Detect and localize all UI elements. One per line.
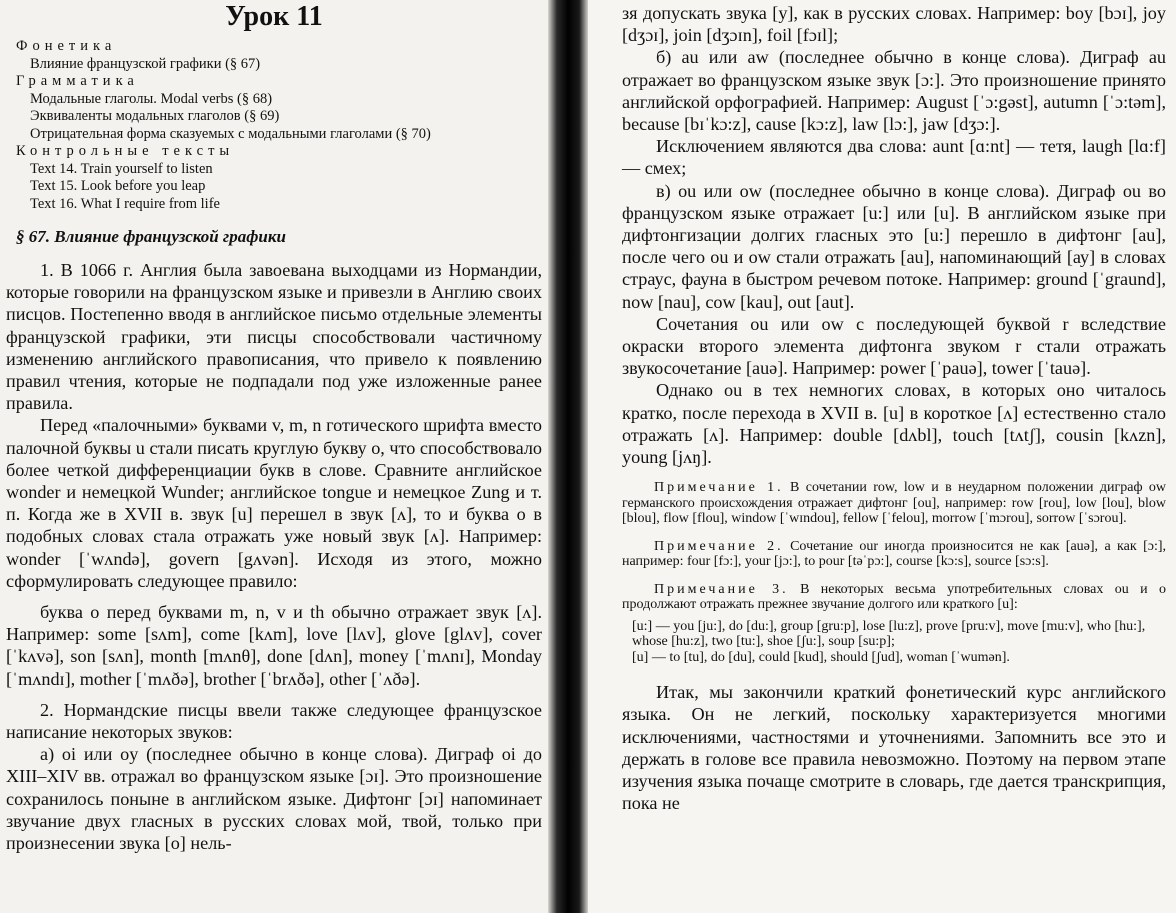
note-label: Примечание 2.: [654, 538, 784, 554]
rule-paragraph: буква o перед буквами m, n, v и th обычно отражает звук [ʌ]. Например: some [sʌm], come [kʌm], love [lʌv], glove [glʌv], cover [ˈkʌvə], son [sʌn], month [mʌnθ], done [dʌn], money [ˈmʌnɪ], Monday [ˈmʌndɪ], mother [ˈmʌðə], brother [ˈbrʌðə], other [ˈʌðə].: [6, 602, 542, 689]
toc-item: Модальные глаголы. Modal verbs (§ 68): [30, 90, 273, 107]
body-paragraph: Исключением являются два слова: aunt [ɑ:nt] — тетя, laugh [lɑ:f] — смех;: [622, 136, 1166, 179]
example-line: [u] — to [tu], do [du], could [kud], should [ʃud], woman [ˈwumən].: [632, 649, 1010, 665]
body-paragraph: Сочетания ou или ow с последующей буквой r вследствие окраски второго элемента дифтонга звуком r стали отражать звукосочетание [auə]. Например: power [ˈpauə], tower [ˈtauə].: [622, 313, 1166, 379]
toc-item: Text 14. Train yourself to listen: [30, 160, 213, 177]
body-paragraph: зя допускать звука [у], как в русских словах. Например: boy [bɔɪ], joy [dʒɔɪ], join [dʒɔɪn], foil [fɔɪl];: [622, 3, 1166, 46]
toc-item: Text 16. What I require from life: [30, 195, 220, 212]
toc-item: Эквиваленты модальных глаголов (§ 69): [30, 108, 280, 124]
section-heading: § 67. Влияние французской графики: [16, 227, 286, 246]
right-page: [588, 0, 1176, 913]
note-3: [622, 582, 1166, 613]
body-paragraph: Перед «палочными» буквами v, m, n готического шрифта вместо палочной буквы u стали писать круглую букву o, что способствовало более четкой дифференциации букв в слове. Сравните английское wonder и немецкой Wunder; английское tongue и немецкое Zung и т. п. Когда же в XVII в. звук [u] перешел в звук [ʌ], то и буква o в подобных словах стала отражать уже новый звук [ʌ]. Например: wonder [ˈwʌndə], govern [gʌvən]. Исходя из этого, можно сформулировать следующее правило:: [6, 415, 542, 591]
body-paragraph: 2. Нормандские писцы ввели также следующее французское написание некоторых звуков:: [6, 699, 542, 743]
note-1: [622, 480, 1166, 527]
example-line: [u:] — you [ju:], do [du:], group [gru:p], lose [lu:z], prove [pru:v], move [mu:v], who [hu:], whose [hu:z], two [tu:], shoe [ʃu:], soup [su:p];: [632, 618, 1146, 650]
body-paragraph: 1. В 1066 г. Англия была завоевана выходцами из Нормандии, которые говорили на французском языке и привезли в Англию своих писцов. Постепенно вводя в английское письмо отдельные элементы французской графики, эти писцы способствовали частичному изменению английского правописания, что привело к появлению правил чтения, которые не подпадали под уже изложенные ранее правила.: [6, 260, 542, 414]
toc-item: Влияние французской графики (§ 67): [30, 55, 261, 72]
closing-paragraph: Итак, мы закончили краткий фонетический курс английского языка. Он не легкий, поскольку характеризуется многими исключениями, частностями и уточнениями. Запомнить все это и держать в голове все правила невозможно. Поэтому на первом этапе изучения языка почаще смотрите в словарь, где дается транскрипция, пока не: [622, 682, 1166, 814]
note-text: В некоторых весьма употребительных словах ou и o продолжают отражать прежнее звучание долгого или краткого [u]:: [622, 581, 1167, 613]
right-body: [588, 0, 1176, 814]
note-text: В сочетании row, low и в неударном положении диграф ow германского происхождения отражает дифтонг [ou], например: row [rou], low [lou], blow [blou], flow [flou], window [ˈwɪndou], fellow [ˈfelou], morrow [ˈmɔrou], sorrow [ˈsɔrou].: [622, 480, 1167, 527]
lesson-contents: [16, 38, 548, 213]
left-body: [0, 259, 548, 854]
body-paragraph: Однако ou в тех немногих словах, в которых оно читалось кратко, после перехода в XVII в. [u] в короткое [ʌ] естественно стало отражать [ʌ]. Например: double [dʌbl], touch [tʌtʃ], cousin [kʌzn], young [jʌŋ].: [622, 380, 1166, 468]
body-paragraph: б) au или aw (последнее обычно в конце слова). Диграф au отражает во французском языке звук [ɔ:]. Это произношение принято английской орфографией. Например: August [ˈɔ:gəst], autumn [ˈɔ:təm], because [bɪˈkɔ:z], cause [kɔ:z], law [lɔ:], jaw [dʒɔ:].: [622, 47, 1166, 135]
note-label: Примечание 3.: [654, 581, 789, 597]
toc-heading: Контрольные тексты: [16, 143, 235, 159]
body-paragraph: в) ou или ow (последнее обычно в конце слова). Диграф ou во французском языке отражает [u:] или [u]. В английском языке при дифтонгизации долгих гласных это [u:] перешло в дифтонг [au], после чего ou и ow стали отражать [au], напоминающий [ау] в словах страус, фауна в быстром речевом потоке. Например: ground [ˈgraund], now [nau], cow [kau], out [aut].: [622, 180, 1166, 312]
toc-heading: Грамматика: [16, 73, 139, 89]
toc-item: Text 15. Look before you leap: [30, 178, 206, 194]
lesson-title: Урок 11: [225, 1, 323, 32]
toc-item: Отрицательная форма сказуемых с модальными глаголами (§ 70): [30, 125, 431, 142]
note-label: Примечание 1.: [654, 480, 784, 496]
body-paragraph: а) oi или oy (последнее обычно в конце слова). Диграф oi до XIII–XIV вв. отражал во французском языке [ɔɪ]. Это произношение сохранилось поныне в английском языке. Дифтонг [ɔɪ] напоминает звучание двух гласных в русских словах мой, твой, только при произнесении звука [о] нель-: [6, 744, 542, 854]
book-spine: [548, 0, 588, 913]
note-2: [622, 539, 1166, 570]
left-page: [0, 0, 548, 913]
toc-heading: Фонетика: [16, 38, 117, 54]
note-text: Сочетание our иногда произносится не как [auə], а как [ɔ:], например: four [fɔ:], your [jɔ:], to pour [təˈpɔ:], course [kɔ:s], source [sɔ:s].: [622, 538, 1166, 570]
